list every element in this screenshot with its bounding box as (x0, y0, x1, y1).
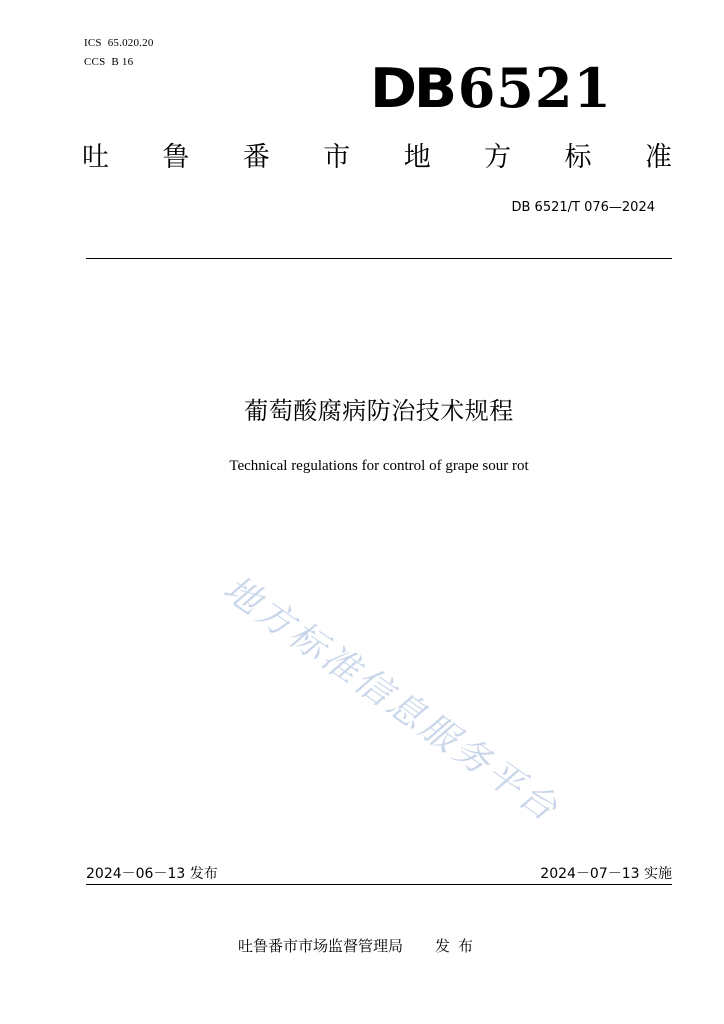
standard-code-prefix: DB (369, 57, 454, 120)
issue-date: 2024－06－13 发布 (86, 866, 218, 882)
standard-type-char: 番 (242, 142, 270, 173)
standard-code-logo (369, 56, 612, 121)
ics-row (84, 34, 154, 53)
footer-divider (86, 884, 672, 885)
standard-type-char: 市 (323, 142, 351, 173)
ccs-value: B 16 (111, 56, 134, 68)
standard-type-char: 标 (564, 142, 592, 173)
standard-type-char: 方 (484, 142, 512, 173)
standard-type-char: 地 (403, 142, 431, 173)
watermark: 地方标准信息服务平台 (215, 568, 567, 832)
standard-code-number: 6521 (457, 56, 612, 120)
standard-number: DB 6521/T 076—2024 (511, 200, 655, 215)
publisher-action: 发布 (435, 937, 482, 955)
document-title-english: Technical regulations for control of grape sour rot (229, 458, 529, 474)
document-title-chinese: 葡萄酸腐病防治技术规程 (244, 397, 514, 425)
standard-type-heading (82, 140, 672, 176)
ccs-row (84, 53, 154, 72)
standard-type-char: 鲁 (162, 142, 190, 173)
standard-type-char: 准 (644, 142, 672, 173)
implementation-date: 2024－07－13 实施 (540, 866, 672, 882)
publisher-name: 吐鲁番市市场监督管理局 (238, 937, 404, 955)
publisher-line (238, 936, 481, 956)
ccs-label: CCS (84, 56, 106, 68)
standard-type-char: 吐 (82, 142, 109, 173)
ics-label: ICS (84, 37, 102, 49)
classification-codes (84, 34, 154, 72)
ics-value: 65.020.20 (107, 37, 154, 49)
header-divider (86, 258, 672, 259)
